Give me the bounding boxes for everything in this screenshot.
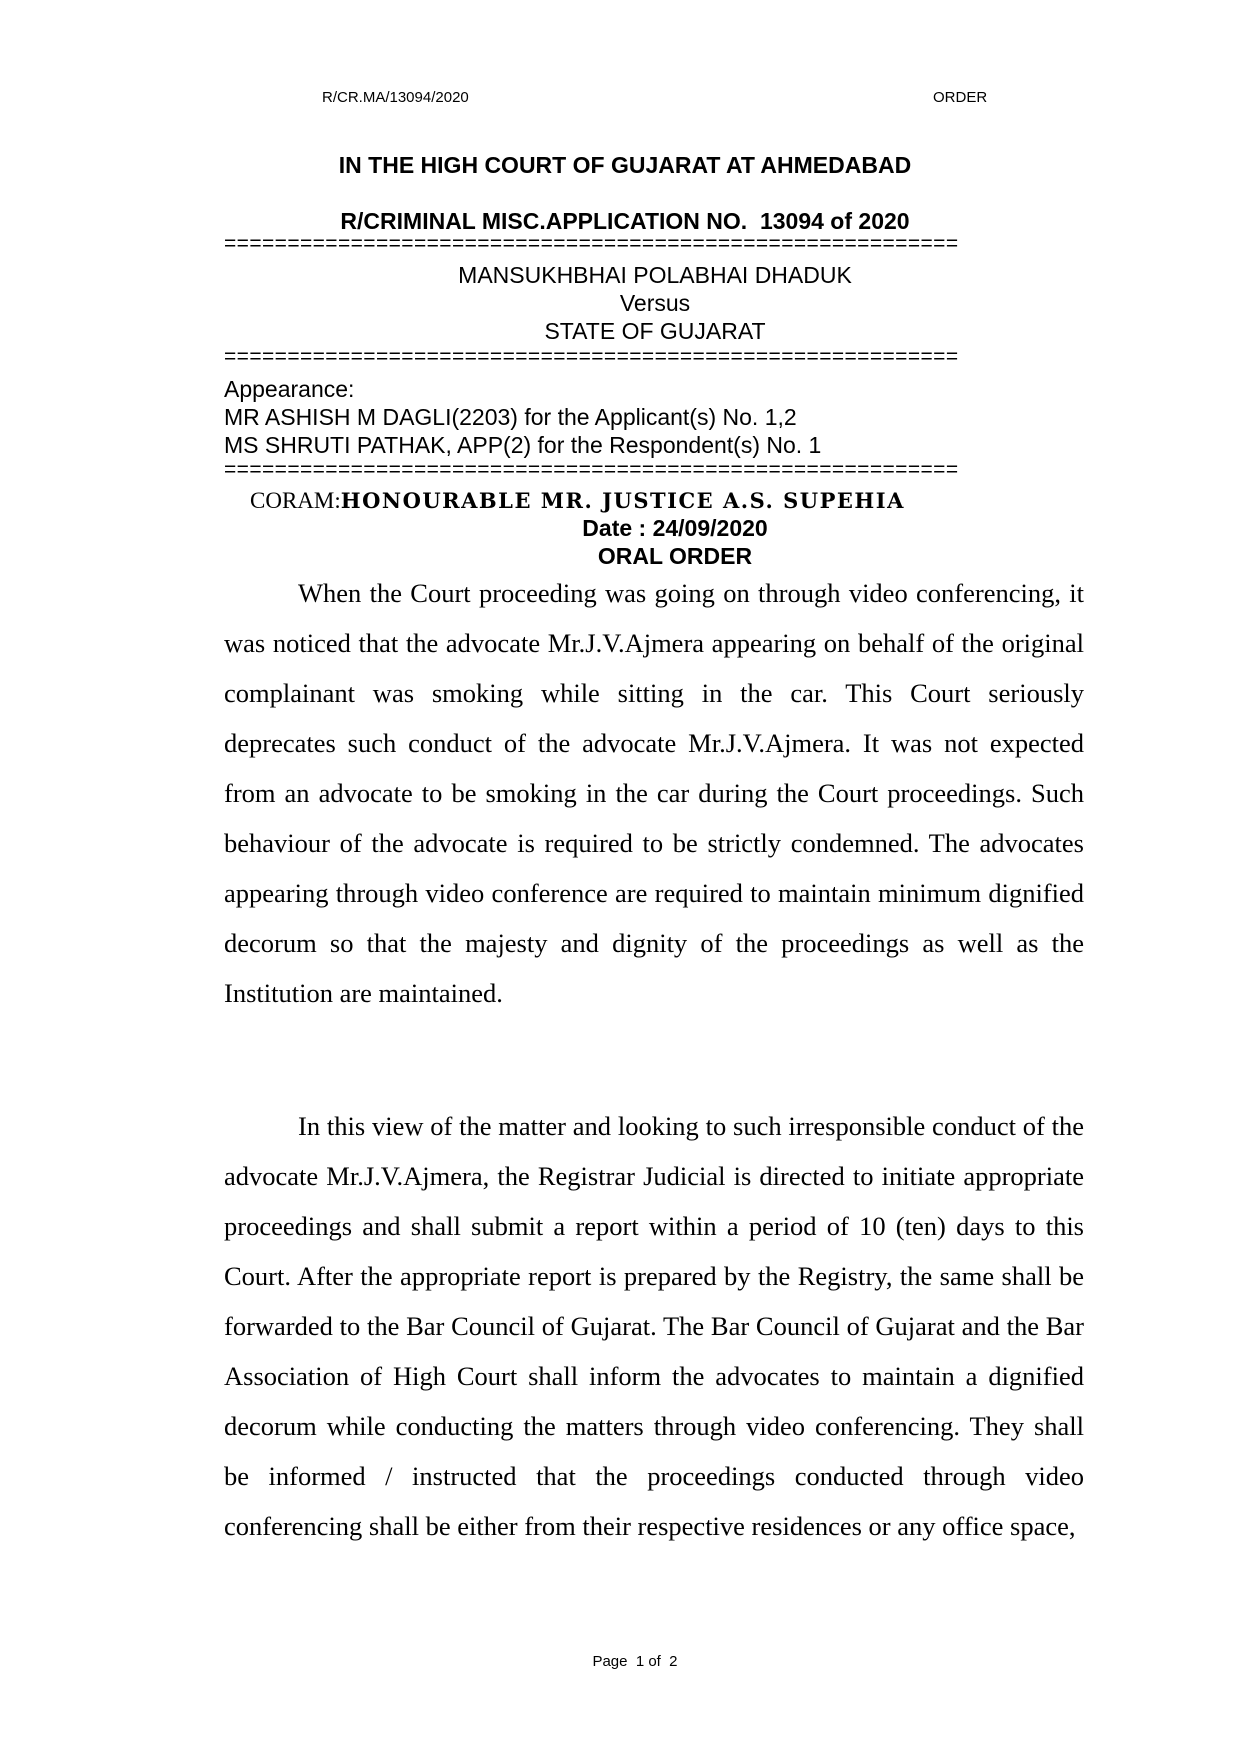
coram-label: CORAM: [250,488,341,513]
judge-name: HONOURABLE MR. JUSTICE A.S. SUPEHIA [340,488,905,513]
coram-line [250,488,905,514]
separator-line: ========================================================== [224,233,959,255]
order-date: Date : 24/09/2020 [582,515,768,541]
case-reference: R/CR.MA/13094/2020 [322,89,469,106]
versus-label: Versus [619,290,691,316]
appearance-applicant: MR ASHISH M DAGLI(2203) for the Applicant(s) No. 1,2 [224,404,797,430]
order-paragraph-1: When the Court proceeding was going on through video conferencing, it was noticed that the advocate Mr.J.V.Ajmera appearing on behalf of the original complainant was smoking while sitting in the car. This Court seriously deprecates such conduct of the advocate Mr.J.V.Ajmera. It was not expected from an advocate to be smoking in the car during the Court proceedings. Such behaviour of the advocate is required to be strictly condemned. The advocates appearing through video conference are required to maintain minimum dignified decorum so that the majesty and dignity of the proceedings as well as the Institution are maintained. [224,578,1084,1008]
court-title: IN THE HIGH COURT OF GUJARAT AT AHMEDABAD [338,152,912,178]
appearance-label: Appearance: [224,376,355,402]
document-type: ORDER [933,89,988,106]
order-paragraph-2: In this view of the matter and looking to such irresponsible conduct of the advocate Mr.J.V.Ajmera, the Registrar Judicial is directed to initiate appropriate proceedings and shall submit a report within a period of 10 (ten) days to this Court. After the appropriate report is prepared by the Registry, the same shall be forwarded to the Bar Council of Gujarat. The Bar Council of Gujarat and the Bar Association of High Court shall inform the advocates to maintain a dignified decorum while conducting the matters through video conferencing. They shall be informed / instructed that the proceedings conducted through video conferencing shall be either from their respective residences or any office space, [224,1111,1084,1541]
applicant-name: MANSUKHBHAI POLABHAI DHADUK [458,262,852,288]
order-title: ORAL ORDER [597,543,753,569]
respondent-name: STATE OF GUJARAT [544,318,766,344]
appearance-respondent: MS SHRUTI PATHAK, APP(2) for the Respondent(s) No. 1 [224,432,822,458]
separator-line: ========================================================== [224,346,959,368]
separator-line: ========================================================== [224,459,959,481]
page-number: Page 1 of 2 [592,1653,678,1670]
case-number: R/CRIMINAL MISC.APPLICATION NO. 13094 of 2020 [340,208,910,234]
